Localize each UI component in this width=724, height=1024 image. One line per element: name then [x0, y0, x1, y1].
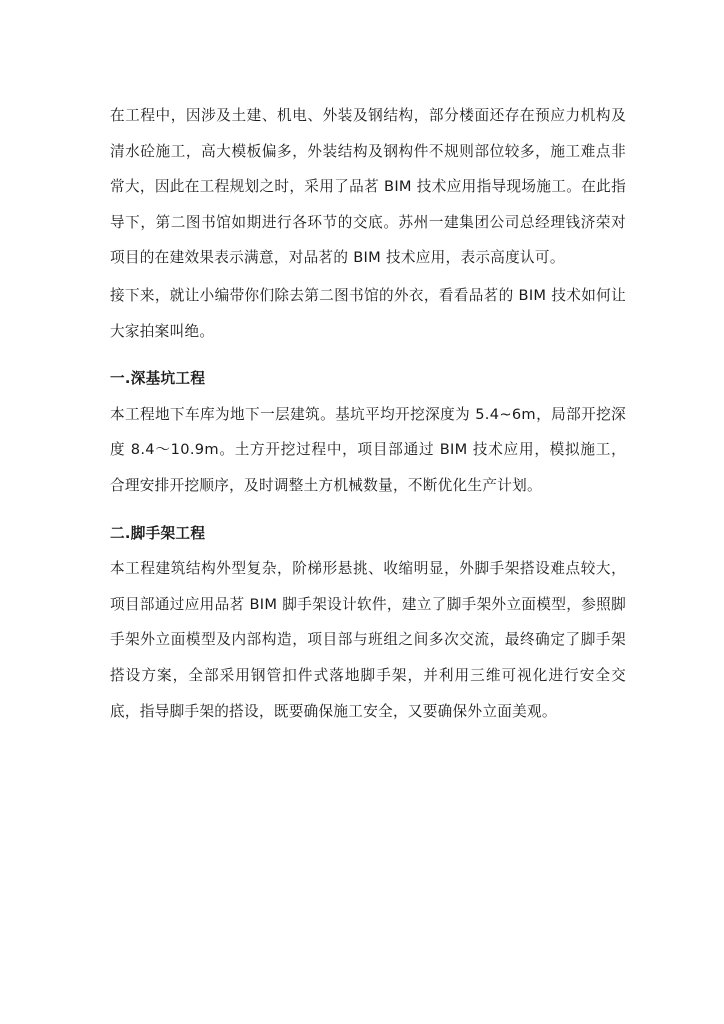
section-title-foundation-pit: 一.深基坑工程 — [110, 370, 206, 388]
section-body-scaffolding: 本工程建筑结构外型复杂，阶梯形悬挑、收缩明显，外脚手架搭设难点较大，项目部通过应用品茗 BIM 脚手架设计软件，建立了脚手架外立面模型，参照脚手架外立面模型及内部构造，项目部与班组之间多次交流，最终确定了脚手架搭设方案，全部采用钢管扣件式落地脚手架，并利用三维可视化进行安全交底，指导脚手架的搭设，既要确保施工安全，又要确保外立面美观。 — [110, 560, 626, 720]
section-title-scaffolding: 二.脚手架工程 — [110, 524, 206, 542]
section-body-foundation-pit: 本工程地下车库为地下一层建筑。基坑平均开挖深度为 5.4~6m，局部开挖深度 8.4～10.9m。土方开挖过程中，项目部通过 BIM 技术应用，模拟施工，合理安排开挖顺序，及时调整土方机械数量，不断优化生产计划。 — [110, 405, 626, 494]
article-body — [110, 98, 626, 729]
intro-paragraph-2: 接下来，就让小编带你们除去第二图书馆的外衣，看看品茗的 BIM 技术如何让大家拍案叫绝。 — [110, 286, 626, 340]
intro-paragraph-1: 在工程中，因涉及土建、机电、外装及钢结构，部分楼面还存在预应力机构及清水砼施工，高大模板偏多，外装结构及钢构件不规则部位较多，施工难点非常大，因此在工程规划之时，采用了品茗 BIM 技术应用指导现场施工。在此指导下，第二图书馆如期进行各环节的交底。苏州一建集团公司总经理钱济荣对项目的在建效果表示满意，对品茗的 BIM 技术应用，表示高度认可。 — [110, 107, 626, 267]
